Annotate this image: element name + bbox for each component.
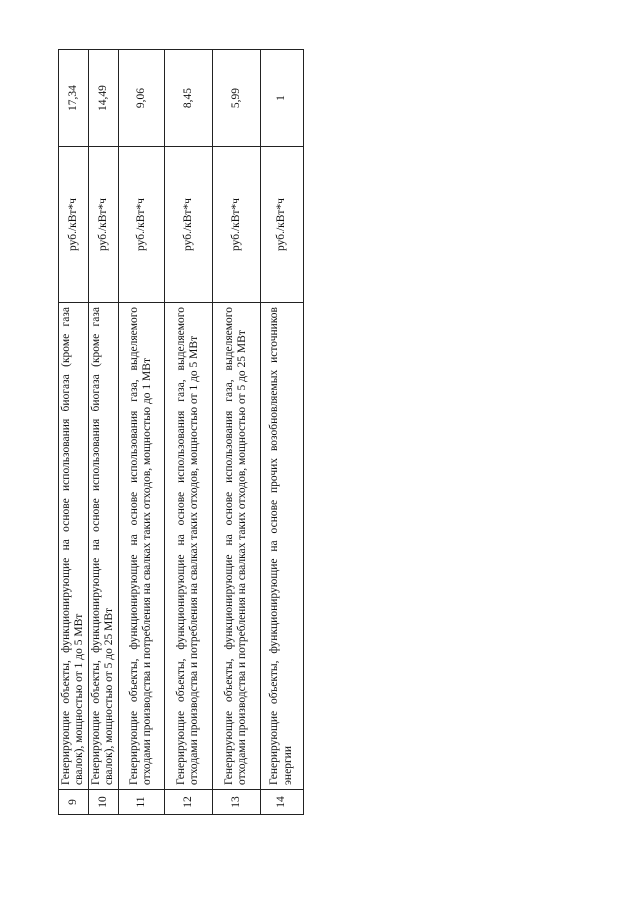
row-number: 14 xyxy=(260,790,303,815)
row-number: 13 xyxy=(212,790,260,815)
table-row xyxy=(59,50,89,815)
value-cell: 5,99 xyxy=(212,50,260,147)
object-description: Генерирующие объекты, функционирующие на основе использования газа, выделяемого отходами производства и потребления на свалках таких отходов, мощностью от 5 до 25 МВт xyxy=(212,303,260,790)
row-number: 10 xyxy=(88,790,118,815)
object-description: Генерирующие объекты, функционирующие на основе прочих возобновляемых источников энергии xyxy=(260,303,303,790)
object-description: Генерирующие объекты, функционирующие на основе использования биогаза (кроме газа свалок), мощностью от 1 до 5 МВт xyxy=(59,303,89,790)
row-number: 12 xyxy=(164,790,212,815)
table-row xyxy=(164,50,212,815)
value-cell: 14,49 xyxy=(88,50,118,147)
unit-cell: руб./кВт*ч xyxy=(164,147,212,303)
table-row xyxy=(260,50,303,815)
unit-cell: руб./кВт*ч xyxy=(118,147,164,303)
value-cell: 9,06 xyxy=(118,50,164,147)
rotated-table-container xyxy=(58,50,304,815)
table-row xyxy=(212,50,260,815)
unit-cell: руб./кВт*ч xyxy=(260,147,303,303)
row-number: 11 xyxy=(118,790,164,815)
unit-cell: руб./кВт*ч xyxy=(212,147,260,303)
table-row xyxy=(118,50,164,815)
unit-cell: руб./кВт*ч xyxy=(59,147,89,303)
table-row xyxy=(88,50,118,815)
row-number: 9 xyxy=(59,790,89,815)
value-cell: 17,34 xyxy=(59,50,89,147)
value-cell: 1 xyxy=(260,50,303,147)
value-cell: 8,45 xyxy=(164,50,212,147)
unit-cell: руб./кВт*ч xyxy=(88,147,118,303)
tariff-table xyxy=(58,49,304,815)
object-description: Генерирующие объекты, функционирующие на основе использования биогаза (кроме газа свалок), мощностью от 5 до 25 МВт xyxy=(88,303,118,790)
object-description: Генерирующие объекты, функционирующие на основе использования газа, выделяемого отходами производства и потребления на свалках таких отходов, мощностью до 1 МВт xyxy=(118,303,164,790)
object-description: Генерирующие объекты, функционирующие на основе использования газа, выделяемого отходами производства и потребления на свалках таких отходов, мощностью от 1 до 5 МВт xyxy=(164,303,212,790)
